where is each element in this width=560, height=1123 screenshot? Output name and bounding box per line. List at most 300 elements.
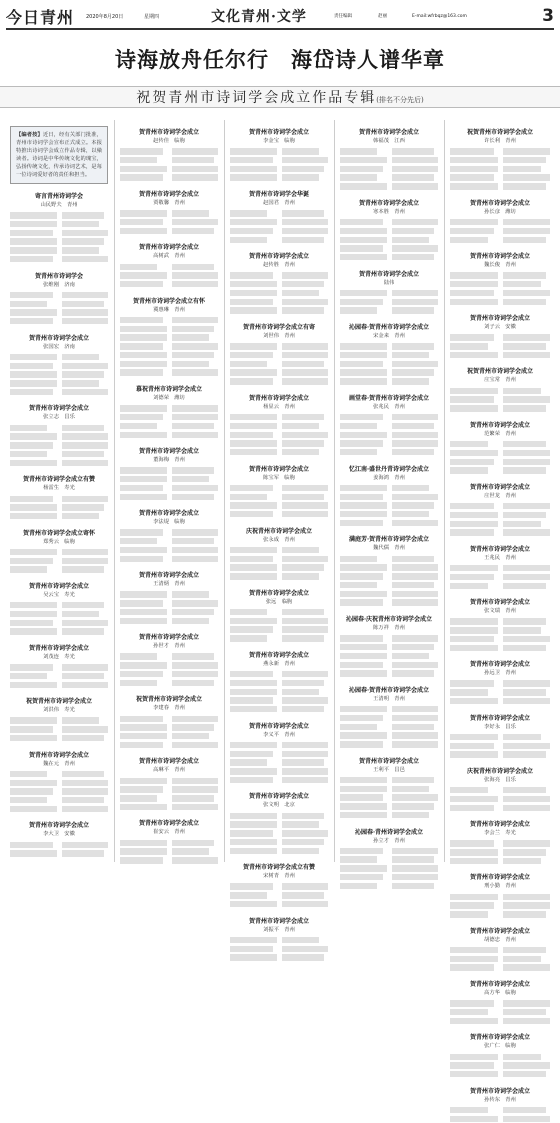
poem-line [340, 343, 387, 349]
poem-line [340, 494, 383, 500]
poem-body [116, 652, 222, 687]
poem-line [282, 228, 329, 234]
poem-line [120, 148, 163, 154]
poem-line [172, 733, 209, 739]
poem-line [392, 653, 429, 659]
poem-line [172, 343, 219, 349]
poem-line [230, 892, 267, 898]
poem-line [450, 618, 498, 624]
column-rule [114, 120, 115, 862]
poem-line [503, 228, 551, 234]
poem-article [336, 616, 442, 678]
poem-body [116, 838, 222, 864]
poem-line [120, 334, 167, 340]
poem-line [10, 682, 57, 688]
poem-title: 沁园春·贺青州市诗词学会成立 [348, 323, 430, 331]
poem-body [226, 608, 332, 643]
poem-line [230, 485, 273, 491]
poem-line [340, 865, 387, 871]
poem-line [392, 856, 435, 862]
poem-line [10, 628, 57, 634]
poem-line [172, 352, 215, 358]
poem-title: 贺青州市诗词学会成立 [469, 981, 530, 989]
poem-line [503, 467, 547, 473]
poem-line [340, 573, 383, 579]
poem-title: 贺青州市诗词学会成立 [469, 821, 530, 829]
column-4 [336, 120, 442, 862]
poem-line [450, 237, 488, 243]
poem-line [172, 272, 219, 278]
poem-line [503, 1000, 551, 1006]
poem-article [446, 422, 554, 475]
column-2 [116, 120, 222, 862]
poem-body [336, 413, 442, 457]
poem-body [6, 353, 112, 397]
poem-body [226, 413, 332, 457]
poem-line [392, 174, 435, 180]
poem-line [10, 221, 57, 227]
poem-line [120, 591, 167, 597]
poem-line [503, 405, 547, 411]
poem-line [282, 423, 319, 429]
poem-line [450, 734, 498, 740]
poem-title: 贺青州市诗词学会成立 [248, 651, 309, 659]
poem-line [230, 901, 277, 907]
poem-line [503, 1116, 551, 1122]
poem-author: 张兆民 青州 [373, 403, 405, 410]
poem-body [446, 1106, 554, 1123]
poem-title: 贺青州市诗词学会成立 [138, 448, 199, 456]
poem-line [172, 476, 209, 482]
poem-line [172, 467, 215, 473]
poem-line [230, 759, 267, 765]
poem-line [120, 724, 167, 730]
poem-title: 贺青州市诗词学会成立 [138, 129, 199, 136]
poem-article [226, 528, 332, 581]
poem-author: 高琳平 青州 [153, 767, 185, 774]
poem-article [116, 298, 222, 377]
poem-title: 贺青州市诗词学会成立 [248, 793, 309, 801]
poem-title: 沁园春·贺青州市诗词学会成立 [348, 686, 430, 694]
poem-article [116, 572, 222, 625]
poem-author: 崔安云 青州 [153, 829, 185, 836]
poem-body [336, 847, 442, 891]
poem-title: 贺青州市诗词学会成立 [248, 253, 309, 261]
poem-body [446, 386, 554, 412]
poem-body [336, 705, 442, 749]
poem-line [392, 724, 435, 730]
poem-line [62, 780, 109, 786]
poem-line [450, 529, 494, 535]
poem-line [62, 806, 109, 812]
poem-line [62, 797, 105, 803]
poem-title: 沁园春·庆祝青州市诗词学会成立 [345, 616, 433, 624]
poem-title: 贺青州市诗词学会成立 [469, 545, 530, 553]
poem-title: 贺青州市诗词学会成立 [28, 582, 89, 590]
poem-line [450, 299, 498, 305]
poem-line [450, 1071, 498, 1077]
poem-article [226, 918, 332, 962]
poem-line [62, 558, 109, 564]
page-number: 3 [542, 6, 554, 26]
poem-line [10, 549, 57, 555]
poem-body [6, 291, 112, 326]
poem-article [226, 191, 332, 244]
poem-article [446, 981, 554, 1025]
poem-line [450, 183, 498, 189]
poem-line [282, 281, 325, 287]
poem-author: 张维刚 济南 [43, 281, 75, 288]
poem-line [120, 848, 167, 854]
poem-line [392, 777, 435, 783]
poem-body [446, 786, 554, 812]
poem-line [230, 937, 277, 943]
poem-line [503, 956, 541, 962]
poem-title: 贺青州市诗词学会成立 [358, 199, 419, 207]
poem-line [282, 697, 329, 703]
poem-line [282, 299, 329, 305]
poem-line [340, 520, 383, 526]
poem-article [6, 645, 112, 689]
poem-line [450, 840, 494, 846]
poem-line [340, 599, 383, 605]
poem-line [503, 1071, 547, 1077]
poem-author: 孙世才 青州 [153, 643, 185, 650]
poem-author: 李好永 昌乐 [484, 723, 516, 730]
poem-body [226, 811, 332, 855]
poem-line [172, 556, 219, 562]
poem-title: 贺青州市诗词学会成立 [469, 483, 530, 491]
poem-line [62, 620, 109, 626]
poem-article [336, 395, 442, 457]
poem-line [62, 566, 105, 572]
editor-note-box [10, 126, 108, 184]
poem-article [226, 793, 332, 855]
poem-title: 贺青州市诗词学会成立 [248, 917, 309, 925]
poem-line [340, 307, 377, 313]
poem-body [6, 840, 112, 858]
poem-line [450, 1107, 488, 1113]
poem-line [340, 724, 377, 730]
poem-title: 贺青州市诗词学会成立 [358, 270, 419, 278]
poem-line [450, 956, 498, 962]
poem-line [230, 423, 277, 429]
poem-title: 贺青州市诗词学会成立 [28, 751, 89, 759]
poem-line [282, 751, 329, 757]
poem-line [503, 787, 547, 793]
poem-article [336, 687, 442, 749]
poem-line [120, 742, 163, 748]
poem-body [446, 564, 554, 590]
poem-line [62, 442, 109, 448]
poem-article [6, 752, 112, 814]
poem-line [172, 405, 219, 411]
poem-line [282, 946, 329, 952]
poem-article [336, 200, 442, 262]
poem-line [503, 858, 541, 864]
poem-author: 刘德荣 潍坊 [153, 395, 185, 402]
poem-line [62, 212, 105, 218]
poem-line [62, 292, 109, 298]
poem-article [6, 476, 112, 520]
poem-line [450, 459, 494, 465]
poem-line [10, 558, 53, 564]
poem-line [340, 423, 377, 429]
poem-title: 沁园春·青州诗词学会成立 [354, 828, 424, 836]
poem-line [392, 582, 435, 588]
poem-line [230, 777, 273, 783]
poem-line [503, 902, 551, 908]
poem-body [6, 716, 112, 742]
poem-line [340, 670, 387, 676]
poem-line [450, 281, 498, 287]
poem-line [230, 680, 277, 686]
poem-article [446, 928, 554, 972]
poem-article [226, 590, 332, 643]
poem-line [282, 556, 329, 562]
poem-line [62, 433, 109, 439]
poem-line [503, 618, 547, 624]
poem-line [392, 865, 439, 871]
poem-line [340, 874, 383, 880]
poem-title: 贺青州市诗词学会成立 [138, 510, 199, 518]
poem-line [340, 715, 383, 721]
poem-line [120, 476, 167, 482]
poem-article [116, 758, 222, 811]
poem-body [6, 663, 112, 689]
poem-line [392, 511, 429, 517]
poem-line [450, 858, 498, 864]
poem-line [62, 221, 99, 227]
poem-line [282, 618, 329, 624]
poem-line [340, 432, 387, 438]
poem-line [172, 157, 215, 163]
poem-line [392, 228, 435, 234]
poem-line [10, 771, 47, 777]
poem-line [120, 485, 163, 491]
poem-body [6, 423, 112, 467]
poem-line [230, 210, 267, 216]
poem-line [230, 307, 277, 313]
poem-line [172, 857, 219, 863]
poem-article [226, 129, 332, 182]
poem-title: 贺青州市诗词学会成立 [28, 405, 89, 413]
poem-line [503, 743, 551, 749]
poem-body [336, 776, 442, 820]
poem-line [282, 848, 319, 854]
poem-line [503, 237, 547, 243]
poem-line [172, 281, 219, 287]
poem-line [120, 857, 163, 863]
column-5 [446, 120, 554, 1103]
poem-line [450, 166, 498, 172]
poem-line [503, 299, 547, 305]
poem-line [450, 1000, 494, 1006]
poem-line [450, 645, 498, 651]
poem-line [62, 628, 105, 634]
poem-line [282, 892, 325, 898]
poem-line [282, 361, 325, 367]
poem-line [450, 680, 494, 686]
poem-author: 杨雷生 寿光 [43, 485, 75, 492]
poem-author: 赵传佳 临朐 [153, 138, 185, 144]
poem-title: 祝贺青州市诗词学会成立 [466, 129, 533, 136]
poem-line [62, 363, 109, 369]
poem-article [446, 546, 554, 590]
poem-line [120, 157, 157, 163]
poem-author: 魏长俊 青州 [484, 262, 516, 269]
poem-line [230, 768, 277, 774]
poem-line [282, 839, 325, 845]
poem-title: 祝贺青州市诗词学会成立 [135, 696, 202, 704]
poem-line [450, 512, 498, 518]
poem-article [226, 864, 332, 908]
poem-line [450, 503, 494, 509]
poem-line [120, 778, 167, 784]
poem-line [450, 467, 488, 473]
poem-line [172, 326, 215, 332]
poem-line [392, 237, 429, 243]
poem-article [226, 723, 332, 785]
poem-line [392, 564, 439, 570]
poem-author: 宋金来 青州 [373, 332, 405, 339]
poem-line [392, 299, 439, 305]
poem-line [120, 529, 163, 535]
poem-article [6, 273, 112, 326]
poem-line [120, 174, 163, 180]
poem-line [282, 564, 325, 570]
poem-line [230, 494, 267, 500]
poem-line [450, 388, 498, 394]
poem-body [6, 494, 112, 520]
poem-line [172, 228, 215, 234]
poem-line [120, 228, 167, 234]
poem-line [282, 502, 329, 508]
poem-line [392, 423, 435, 429]
poem-line [10, 354, 57, 360]
poem-line [450, 521, 498, 527]
poem-line [450, 334, 494, 340]
poem-author: 刘茂连 寿光 [43, 653, 75, 660]
poem-line [503, 174, 551, 180]
poem-title: 贺青州市诗词学会成立 [358, 757, 419, 765]
poem-line [10, 425, 47, 431]
poem-line [503, 166, 541, 172]
masthead [6, 4, 554, 30]
poem-line [450, 947, 498, 953]
poem-line [282, 174, 319, 180]
poem-article [446, 1034, 554, 1078]
poem-line [172, 600, 219, 606]
poem-body [226, 936, 332, 962]
poem-line [282, 290, 319, 296]
poem-line [230, 414, 277, 420]
poem-line [340, 591, 387, 597]
poem-line [340, 166, 383, 172]
poem-line [392, 556, 435, 562]
poem-body [226, 670, 332, 714]
poem-line [450, 689, 488, 695]
poem-body [226, 147, 332, 182]
poem-line [340, 812, 387, 818]
poem-line [120, 281, 163, 287]
poem-line [10, 602, 57, 608]
poem-line [230, 432, 273, 438]
poem-line [10, 673, 47, 679]
poem-line [340, 440, 383, 446]
poem-title: 贺青州市诗词学会成立 [138, 572, 199, 580]
poem-line [340, 794, 383, 800]
poem-title: 贺青州市诗词学会华诞 [248, 191, 309, 199]
poem-line [282, 901, 329, 907]
poem-line [450, 405, 498, 411]
poem-line [172, 591, 209, 597]
poem-line [120, 369, 163, 375]
poem-line [450, 636, 494, 642]
poem-line [450, 796, 498, 802]
poem-line [340, 148, 377, 154]
poem-line [10, 363, 53, 369]
poem-title: 贺青州市诗词学会成立 [28, 644, 89, 652]
poem-body [116, 316, 222, 377]
poem-line [340, 174, 377, 180]
poem-line [10, 371, 57, 377]
poem-line [282, 494, 325, 500]
poem-author: 张永成 青州 [263, 536, 295, 543]
poem-author: 庄世龙 青州 [484, 492, 516, 499]
poem-line [450, 964, 494, 970]
poem-body [226, 546, 332, 581]
poem-author: 刘子云 安徽 [484, 324, 516, 331]
poem-author: 刘洪伟 寿光 [43, 707, 75, 714]
poem-line [10, 380, 57, 386]
poem-line [392, 254, 435, 260]
poem-line [503, 157, 547, 163]
poem-line [230, 742, 277, 748]
poem-title: 贺青州市诗词学会成立 [248, 722, 309, 730]
poem-body [446, 999, 554, 1025]
poem-body [446, 333, 554, 359]
poem-line [120, 716, 163, 722]
poem-line [392, 591, 439, 597]
poem-body [446, 218, 554, 244]
poem-line [392, 290, 439, 296]
poem-article [446, 253, 554, 306]
poem-line [62, 513, 99, 519]
poem-line [282, 830, 329, 836]
poem-line [172, 219, 219, 225]
poem-line [230, 281, 277, 287]
poem-line [503, 894, 551, 900]
poem-author: 张远 临朐 [265, 598, 293, 605]
poem-line [120, 662, 167, 668]
poem-author: 孙长彦 潍坊 [484, 208, 516, 215]
poem-line [282, 210, 325, 216]
poem-line [62, 238, 105, 244]
poem-line [120, 547, 167, 553]
poem-line [172, 485, 219, 491]
poem-body [6, 770, 112, 814]
poem-title: 贺青州市诗词学会成立 [28, 334, 89, 342]
poem-line [503, 272, 547, 278]
poem-line [450, 174, 494, 180]
poem-line [10, 504, 57, 510]
poem-line [450, 396, 494, 402]
poem-line [340, 449, 377, 455]
poem-line [450, 1018, 498, 1024]
poem-line [450, 565, 498, 571]
poem-line [62, 842, 109, 848]
